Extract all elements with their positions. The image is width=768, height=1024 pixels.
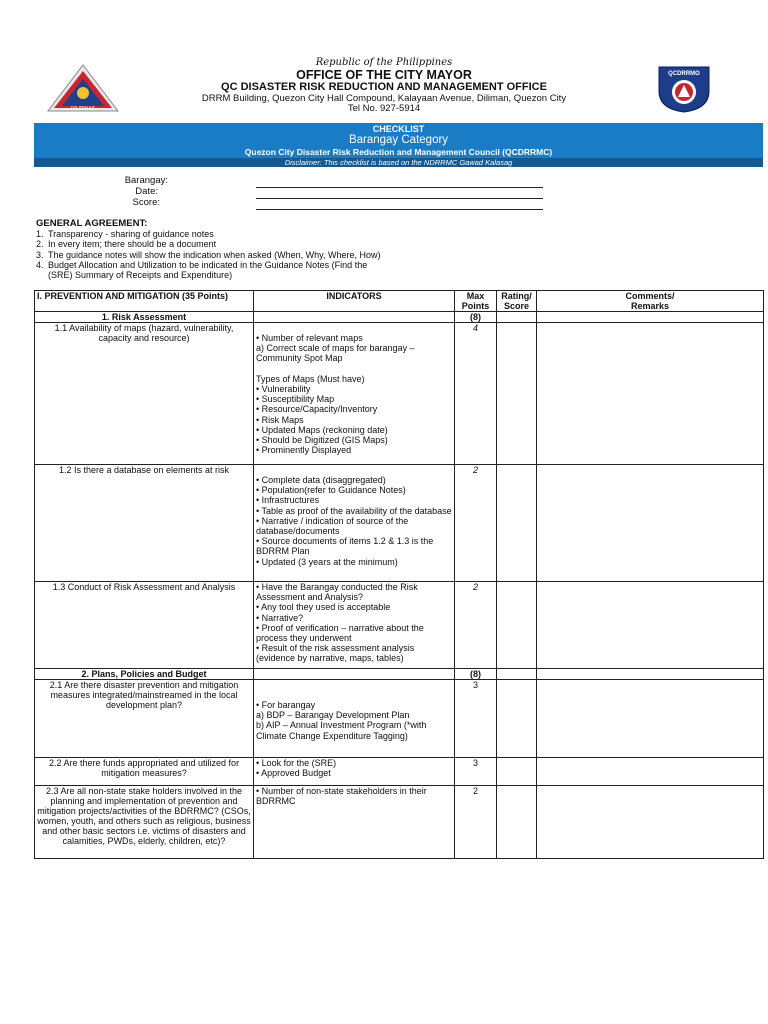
- office-title: OFFICE OF THE CITY MAYOR: [296, 68, 472, 82]
- indicator-line: • Look for the (SRE): [256, 758, 337, 768]
- checklist-banner: [34, 123, 763, 167]
- barangay-field[interactable]: [256, 187, 543, 188]
- agreement-title: GENERAL AGREEMENT:: [36, 218, 148, 229]
- address: DRRM Building, Quezon City Hall Compound, Kalayaan Avenue, Diliman, Quezon City: [201, 93, 567, 104]
- indicator-line: • Proof of verification – narrative about the process they underwent: [256, 622, 424, 644]
- indicator-line: b) AIP – Annual Investment Program (*with Climate Change Expenditure Tagging): [256, 720, 427, 741]
- question-1-1: 1.1 Availability of maps (hazard, vulnerability, capacity and resource): [35, 323, 254, 465]
- table-header-row: [35, 291, 764, 312]
- max-points-2-3: 2: [455, 786, 497, 859]
- max-points-1-3: 2: [455, 582, 497, 669]
- department-title: QC DISASTER RISK REDUCTION AND MANAGEMENT OFFICE: [221, 81, 547, 93]
- section-row: [35, 669, 764, 680]
- indicator-line: • Infrastructures: [256, 495, 320, 506]
- svg-text:PILIPINAS: PILIPINAS: [71, 106, 95, 112]
- remarks-cell[interactable]: [537, 758, 764, 786]
- indicator-line: • Have the Barangay conducted the Risk Assessment and Analysis?: [256, 582, 418, 603]
- republic-heading: Republic of the Philippines: [315, 57, 453, 68]
- indicator-line: • Updated Maps (reckoning date): [256, 424, 388, 435]
- indicator-line: • Prominently Displayed: [256, 445, 352, 456]
- date-field[interactable]: [256, 198, 543, 199]
- indicators-1-3: [254, 582, 455, 669]
- indicator-line: • Narrative?: [256, 612, 304, 623]
- indicator-line: Types of Maps (Must have): [256, 373, 365, 384]
- question-2-2: 2.2 Are there funds appropriated and utilized for mitigation measures?: [35, 758, 254, 786]
- indicator-line: • Number of non-state stakeholders in their BDRRMC: [256, 786, 427, 807]
- indicator-line: • Resource/Capacity/Inventory: [256, 404, 378, 415]
- indicators-1-1: [254, 323, 455, 465]
- rating-cell[interactable]: [497, 786, 537, 859]
- max-points-1-1: 4: [455, 323, 497, 465]
- indicator-line: • Result of the risk assessment analysis (evidence by narrative, maps, tables): [256, 643, 415, 664]
- indicator-line: • Complete data (disaggregated): [256, 475, 386, 485]
- max-points-2-1: 3: [455, 680, 497, 758]
- table-row: [35, 323, 764, 465]
- section-row: [35, 312, 764, 323]
- table-row: [35, 465, 764, 582]
- table-row: [35, 680, 764, 758]
- indicator-line: • Population(refer to Guidance Notes): [256, 485, 406, 496]
- header-indicators: INDICATORS: [254, 291, 455, 312]
- indicators-2-1: [254, 680, 455, 758]
- agreement-list: [36, 229, 456, 280]
- section-points: (8): [455, 312, 497, 323]
- indicator-line: • Susceptibility Map: [256, 394, 335, 405]
- telephone: Tel No. 927-5914: [347, 103, 421, 114]
- indicator-line: • Vulnerability: [256, 384, 311, 395]
- agreement-item: 3. The guidance notes will show the indication when asked (When, Why, Where, How): [36, 249, 381, 260]
- indicator-line: • Source documents of items 1.2 & 1.3 is the BDRRM Plan: [256, 536, 434, 557]
- question-1-3: 1.3 Conduct of Risk Assessment and Analysis: [35, 582, 254, 669]
- section-points: (8): [455, 669, 497, 680]
- indicator-line: • Narrative / indication of source of the database/documents: [256, 515, 409, 537]
- header-rating: Rating/ Score: [497, 291, 537, 312]
- indicator-line: [256, 364, 452, 374]
- checklist-table: [34, 290, 764, 859]
- banner-checklist: CHECKLIST: [372, 124, 425, 134]
- table-row: [35, 582, 764, 669]
- section-title: 2. Plans, Policies and Budget: [35, 669, 254, 680]
- agreement-item-continued: (SRE) Summary of Receipts and Expenditure): [48, 270, 233, 281]
- score-field[interactable]: [256, 209, 543, 210]
- indicators-1-2: [254, 465, 455, 582]
- indicator-line: • Should be Digitized (GIS Maps): [256, 435, 388, 446]
- banner-disclaimer: Disclaimer: This checklist is based on the NDRRMC Gawad Kalasag: [34, 158, 763, 167]
- svg-text:QCDRRMO: QCDRRMO: [668, 71, 700, 77]
- indicator-line: • Any tool they used is acceptable: [256, 602, 391, 613]
- question-1-2: 1.2 Is there a database on elements at risk: [35, 465, 254, 582]
- max-points-1-2: 2: [455, 465, 497, 582]
- header-area: I. PREVENTION AND MITIGATION (35 Points): [35, 291, 254, 312]
- max-points-2-2: 3: [455, 758, 497, 786]
- indicator-line: • Risk Maps: [256, 414, 304, 425]
- section-title: 1. Risk Assessment: [35, 312, 254, 323]
- indicator-line: a) Correct scale of maps for barangay – Community Spot Map: [256, 343, 415, 364]
- rating-cell[interactable]: [497, 465, 537, 582]
- barangay-label: Barangay:: [124, 175, 168, 186]
- rating-cell[interactable]: [497, 323, 537, 465]
- indicator-line: • Number of relevant maps: [256, 333, 363, 343]
- remarks-cell[interactable]: [537, 582, 764, 669]
- date-label: Date:: [135, 186, 158, 197]
- indicators-2-2: [254, 758, 455, 786]
- agreement-item: 1. Transparency - sharing of guidance notes: [36, 229, 214, 239]
- rating-cell[interactable]: [497, 582, 537, 669]
- agreement-item: 4. Budget Allocation and Utilization to be indicated in the Guidance Notes (Find the: [36, 259, 368, 270]
- table-row: [35, 758, 764, 786]
- rating-cell[interactable]: [497, 758, 537, 786]
- indicator-line: • Approved Budget: [256, 768, 331, 779]
- banner-category: Barangay Category: [348, 134, 449, 146]
- indicator-line: • For barangay: [256, 700, 316, 710]
- question-2-1: 2.1 Are there disaster prevention and mitigation measures integrated/mainstreamed in the local development plan?: [35, 680, 254, 758]
- indicator-line: a) BDP – Barangay Development Plan: [256, 710, 410, 721]
- indicator-line: • Updated (3 years at the minimum): [256, 556, 398, 567]
- table-row: [35, 786, 764, 859]
- remarks-cell[interactable]: [537, 786, 764, 859]
- question-2-3: 2.3 Are all non-state stake holders involved in the planning and implementation of prevention and mitigation projects/activities of the BDRRMC? (CSOs, women, youth, and others such as religious, business and other basic sectors i.e. victims of disasters and calamities, PWDs, elderly, children, etc)?: [35, 786, 254, 859]
- remarks-cell[interactable]: [537, 465, 764, 582]
- remarks-cell[interactable]: [537, 323, 764, 465]
- rating-cell[interactable]: [497, 680, 537, 758]
- banner-council: Quezon City Disaster Risk Reduction and Management Council (QCDRRMC): [244, 147, 553, 157]
- header-comments: Comments/ Remarks: [537, 291, 764, 312]
- header-max-points: Max Points: [455, 291, 497, 312]
- agreement-item: 2. In every item; there should be a document: [36, 239, 217, 250]
- score-label: Score:: [132, 197, 160, 208]
- indicators-2-3: [254, 786, 455, 859]
- remarks-cell[interactable]: [537, 680, 764, 758]
- indicator-line: • Table as proof of the availability of the database: [256, 505, 452, 516]
